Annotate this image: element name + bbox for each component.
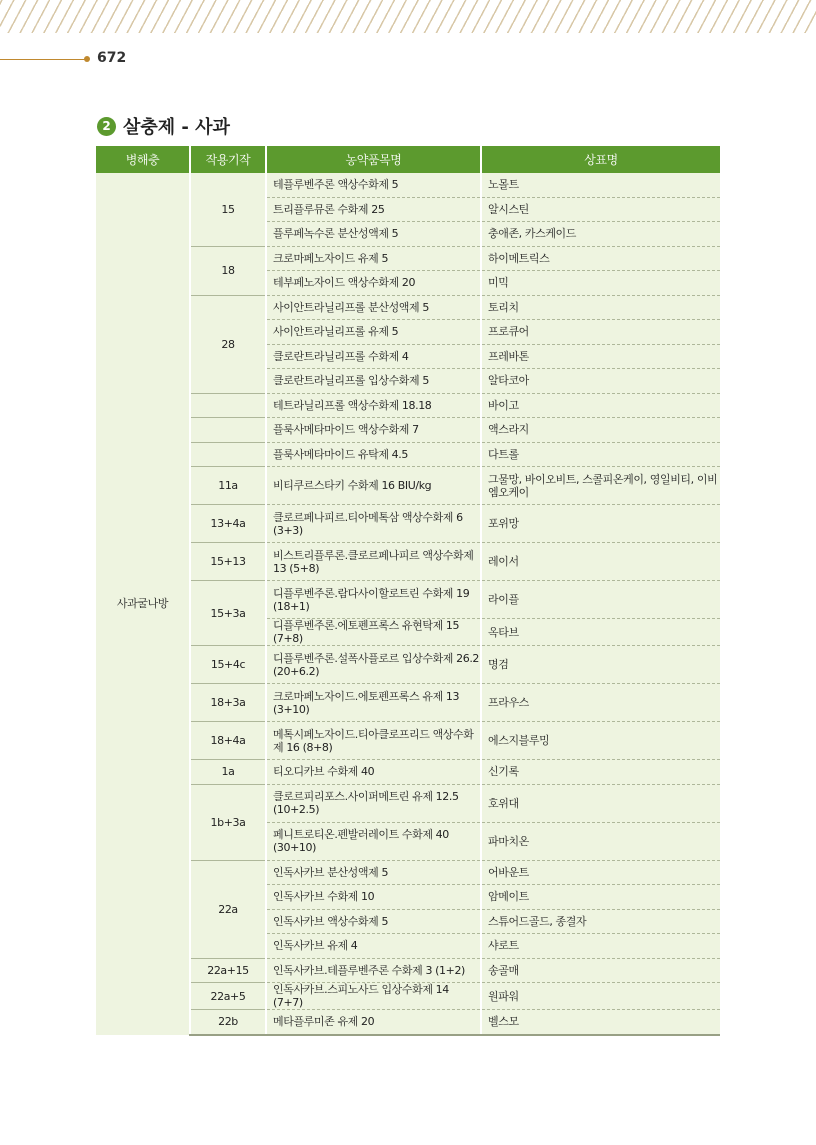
action-group-cell xyxy=(190,442,266,467)
brand-name-cell: 신기록 xyxy=(481,760,720,785)
product-name-cell: 인독사카브 분산성액제 5 xyxy=(266,860,481,885)
action-group-cell: 13+4a xyxy=(190,505,266,543)
table-row xyxy=(96,467,720,505)
brand-name-cell: 옥타브 xyxy=(481,619,720,646)
product-name-cell: 트리플루뮤론 수화제 25 xyxy=(266,197,481,222)
product-name-cell: 플루페녹수론 분산성액제 5 xyxy=(266,222,481,247)
brand-name-cell: 어바운트 xyxy=(481,860,720,885)
product-name-cell: 클로란트라닐리프롤 입상수화제 5 xyxy=(266,369,481,394)
action-group-cell: 15+13 xyxy=(190,543,266,581)
header-period: 작용기작 xyxy=(190,146,266,173)
product-name-cell: 비티쿠르스타키 수화제 16 BIU/kg xyxy=(266,467,481,505)
action-group-cell: 15 xyxy=(190,173,266,246)
product-name-cell: 클로르피리포스.사이퍼메트린 유제 12.5 (10+2.5) xyxy=(266,784,481,822)
table-row xyxy=(96,246,720,271)
brand-name-cell: 포위망 xyxy=(481,505,720,543)
product-name-cell: 메톡시페노자이드.티아클로프리드 액상수화제 16 (8+8) xyxy=(266,722,481,760)
action-group-cell: 15+3a xyxy=(190,581,266,646)
brand-name-cell: 프라우스 xyxy=(481,684,720,722)
brand-name-cell: 프로큐어 xyxy=(481,320,720,345)
table-row xyxy=(96,418,720,443)
action-group-cell: 22a+5 xyxy=(190,983,266,1010)
table-body xyxy=(96,173,720,1035)
action-group-cell xyxy=(190,393,266,418)
product-name-cell: 사이안트라닐리프롤 분산성액제 5 xyxy=(266,295,481,320)
header-pest: 병해충 xyxy=(96,146,190,173)
brand-name-cell: 알타코아 xyxy=(481,369,720,394)
brand-name-cell: 원파워 xyxy=(481,983,720,1010)
action-group-cell: 22a+15 xyxy=(190,958,266,983)
page-rule xyxy=(0,59,87,60)
product-name-cell: 티오디카브 수화제 40 xyxy=(266,760,481,785)
action-group-cell: 1a xyxy=(190,760,266,785)
action-group-cell: 1b+3a xyxy=(190,784,266,860)
table-row xyxy=(96,722,720,760)
brand-name-cell: 송골매 xyxy=(481,958,720,983)
table-row xyxy=(96,442,720,467)
brand-name-cell: 에스지블루밍 xyxy=(481,722,720,760)
brand-name-cell: 레이서 xyxy=(481,543,720,581)
table-row xyxy=(96,646,720,684)
action-group-cell: 18+3a xyxy=(190,684,266,722)
product-name-cell: 테트라닐리프롤 액상수화제 18.18 xyxy=(266,393,481,418)
brand-name-cell: 스튜어드골드, 종결자 xyxy=(481,909,720,934)
action-group-cell: 28 xyxy=(190,295,266,393)
table-row xyxy=(96,543,720,581)
brand-name-cell: 미믹 xyxy=(481,271,720,296)
table-row xyxy=(96,173,720,197)
table-row xyxy=(96,581,720,619)
product-name-cell: 클로란트라닐리프롤 수화제 4 xyxy=(266,344,481,369)
brand-name-cell: 충애존, 카스케이드 xyxy=(481,222,720,247)
product-name-cell: 디플루벤주론.설폭사플로르 입상수화제 26.2 (20+6.2) xyxy=(266,646,481,684)
action-group-cell: 15+4c xyxy=(190,646,266,684)
brand-name-cell: 하이메트릭스 xyxy=(481,246,720,271)
product-name-cell: 플룩사메타마이드 유탁제 4.5 xyxy=(266,442,481,467)
product-name-cell: 디플루벤주론.람다사이할로트린 수화제 19 (18+1) xyxy=(266,581,481,619)
section-title: 살충제 - 사과 xyxy=(123,117,230,138)
section-number-badge: 2 xyxy=(97,117,116,136)
product-name-cell: 페니트로티온.펜발러레이트 수화제 40 (30+10) xyxy=(266,822,481,860)
brand-name-cell: 알시스틴 xyxy=(481,197,720,222)
brand-name-cell: 다트롤 xyxy=(481,442,720,467)
section-heading xyxy=(97,113,230,139)
brand-name-cell: 샤로트 xyxy=(481,934,720,959)
table-row xyxy=(96,1010,720,1035)
product-name-cell: 인독사카브 액상수화제 5 xyxy=(266,909,481,934)
product-name-cell: 비스트리플루론.클로르페나피르 액상수화제 13 (5+8) xyxy=(266,543,481,581)
product-name-cell: 인독사카브.테플루벤주론 수화제 3 (1+2) xyxy=(266,958,481,983)
table-row xyxy=(96,295,720,320)
brand-name-cell: 벨스모 xyxy=(481,1010,720,1035)
brand-name-cell: 호위대 xyxy=(481,784,720,822)
product-name-cell: 테플루벤주론 액상수화제 5 xyxy=(266,173,481,197)
brand-name-cell: 파마치온 xyxy=(481,822,720,860)
table-row xyxy=(96,684,720,722)
product-name-cell: 사이안트라닐리프롤 유제 5 xyxy=(266,320,481,345)
product-name-cell: 인독사카브 유제 4 xyxy=(266,934,481,959)
table-row xyxy=(96,784,720,822)
header-row xyxy=(96,146,720,173)
action-group-cell: 18 xyxy=(190,246,266,295)
action-group-cell: 22a xyxy=(190,860,266,958)
header-brand: 상표명 xyxy=(481,146,720,173)
product-name-cell: 인독사카브 수화제 10 xyxy=(266,885,481,910)
table-row xyxy=(96,760,720,785)
product-name-cell: 클로르페나피르.티아메톡삼 액상수화제 6 (3+3) xyxy=(266,505,481,543)
action-group-cell: 18+4a xyxy=(190,722,266,760)
table-row xyxy=(96,860,720,885)
brand-name-cell: 바이고 xyxy=(481,393,720,418)
pest-name-cell: 사과굴나방 xyxy=(96,173,190,1035)
product-name-cell: 인독사카브.스피노사드 입상수화제 14 (7+7) xyxy=(266,983,481,1010)
table-header xyxy=(96,146,720,173)
table-row xyxy=(96,505,720,543)
pesticide-table xyxy=(96,146,720,1036)
product-name-cell: 크로마페노자이드.에토펜프록스 유제 13 (3+10) xyxy=(266,684,481,722)
brand-name-cell: 토리치 xyxy=(481,295,720,320)
table-row xyxy=(96,958,720,983)
product-name-cell: 메타플루미존 유제 20 xyxy=(266,1010,481,1035)
product-name-cell: 테부페노자이드 액상수화제 20 xyxy=(266,271,481,296)
brand-name-cell: 그물망, 바이오비트, 스콜피온케이, 영일비티, 이비엠오케이 xyxy=(481,467,720,505)
action-group-cell: 22b xyxy=(190,1010,266,1035)
brand-name-cell: 명검 xyxy=(481,646,720,684)
page-rule-dot xyxy=(84,56,90,62)
product-name-cell: 플룩사메타마이드 액상수화제 7 xyxy=(266,418,481,443)
brand-name-cell: 암메이트 xyxy=(481,885,720,910)
product-name-cell: 디플루벤주론.에토펜프록스 유현탁제 15 (7+8) xyxy=(266,619,481,646)
page-number: 672 xyxy=(97,50,127,66)
table-row xyxy=(96,983,720,1010)
product-name-cell: 크로마페노자이드 유제 5 xyxy=(266,246,481,271)
brand-name-cell: 노몰트 xyxy=(481,173,720,197)
brand-name-cell: 프레바톤 xyxy=(481,344,720,369)
action-group-cell xyxy=(190,418,266,443)
brand-name-cell: 액스라지 xyxy=(481,418,720,443)
header-product: 농약품목명 xyxy=(266,146,481,173)
top-hatch-band xyxy=(0,0,816,33)
brand-name-cell: 라이플 xyxy=(481,581,720,619)
table-row xyxy=(96,393,720,418)
action-group-cell: 11a xyxy=(190,467,266,505)
